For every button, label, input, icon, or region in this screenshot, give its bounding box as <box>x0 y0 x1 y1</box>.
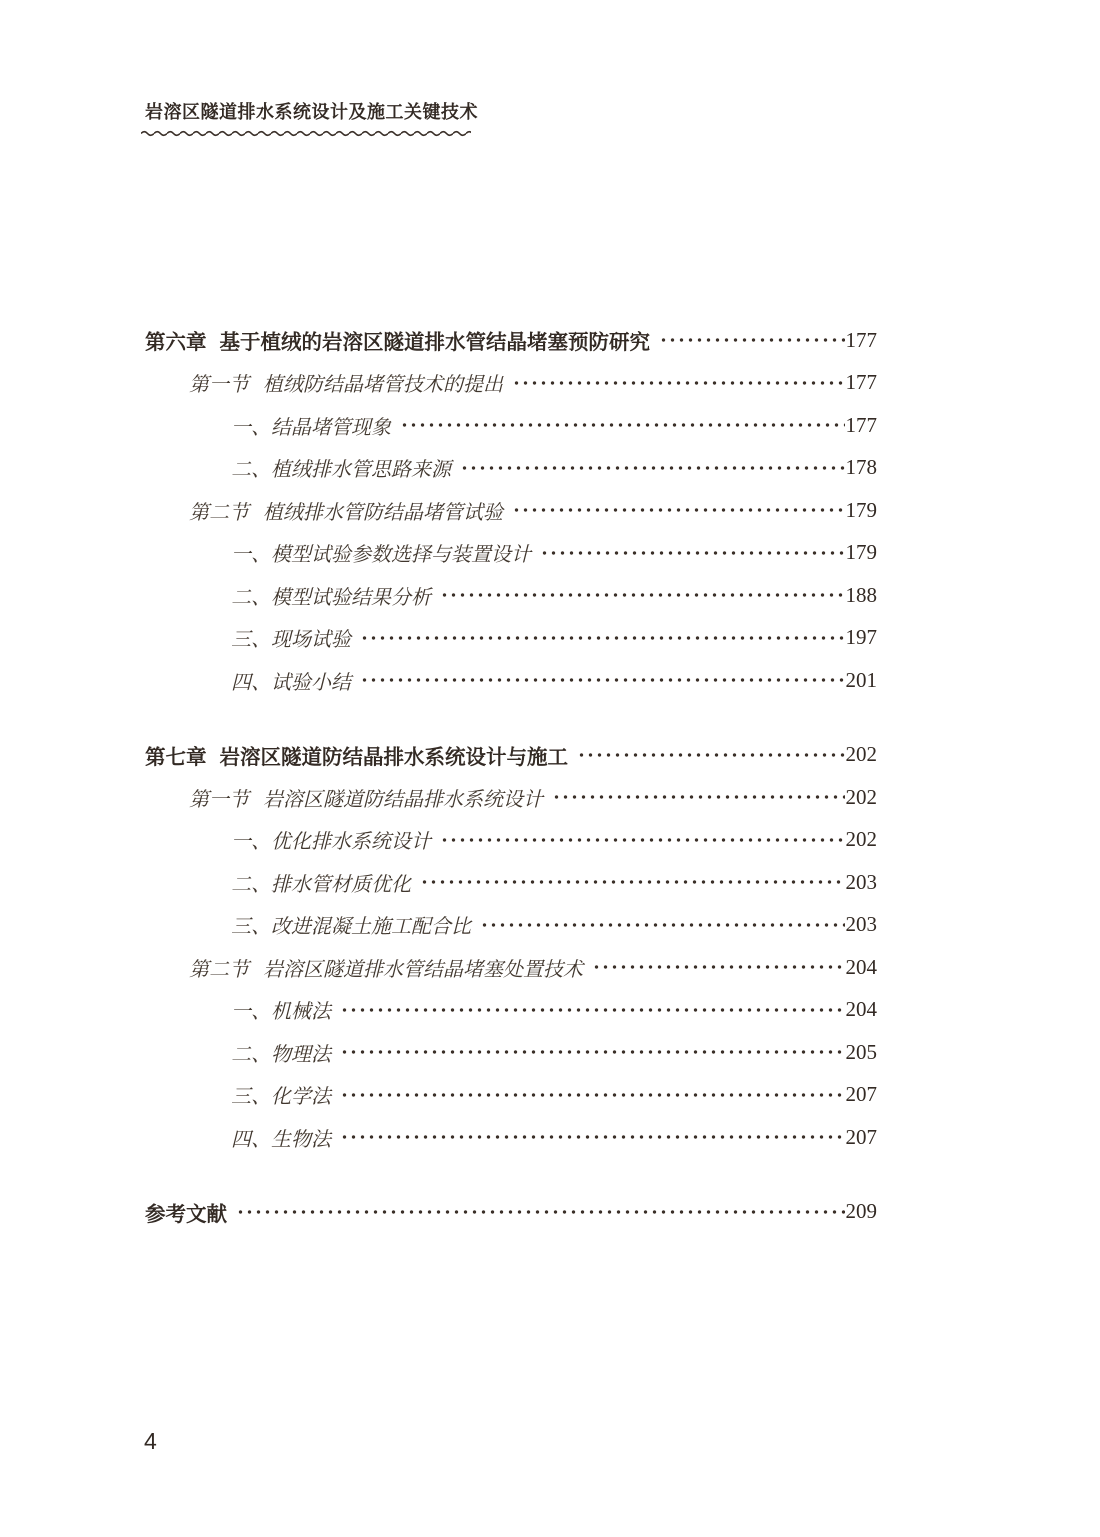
toc-entry-label: 一、 <box>231 1001 271 1024</box>
dot-leader <box>340 1089 845 1101</box>
dot-leader <box>340 1046 845 1058</box>
toc-entry-page: 202 <box>845 784 877 809</box>
toc-entry-label: 三、 <box>231 1086 271 1109</box>
toc-entry-title: 植绒防结晶堵管技术的提出 <box>263 374 503 397</box>
toc-entry-label: 四、 <box>231 1128 271 1151</box>
dot-leader <box>540 547 845 559</box>
toc-entry-label: 四、 <box>231 671 271 694</box>
toc-entry-title: 基于植绒的岩溶区隧道排水管结晶堵塞预防研究 <box>219 331 650 355</box>
toc-entry <box>145 946 877 989</box>
toc-entry <box>145 1074 877 1117</box>
toc-entry-page: 207 <box>845 1124 877 1149</box>
toc-entry <box>145 861 877 904</box>
toc-entry-label: 第一节 <box>189 788 249 811</box>
dot-leader <box>440 589 845 601</box>
toc-entry-title: 化学法 <box>271 1086 331 1109</box>
dot-leader <box>440 834 845 846</box>
dot-leader <box>512 377 845 389</box>
toc-entry-title: 机械法 <box>271 1001 331 1024</box>
toc-entry-label: 一、 <box>231 831 271 854</box>
toc-entry-page: 205 <box>845 1039 877 1064</box>
toc-entry-title: 岩溶区隧道防结晶排水系统设计与施工 <box>219 745 568 769</box>
toc-entry <box>145 734 877 777</box>
toc-entry-label: 第二节 <box>189 501 249 524</box>
toc-entry <box>145 659 877 702</box>
toc-entry-title: 排水管材质优化 <box>271 873 411 896</box>
toc-entry-label: 二、 <box>231 459 271 482</box>
toc-entry <box>145 574 877 617</box>
toc-entry-page: 202 <box>845 827 877 852</box>
toc-entry-page: 188 <box>845 582 877 607</box>
book-title: 岩溶区隧道排水系统设计及施工关键技术 <box>145 102 478 122</box>
toc-entry <box>145 617 877 660</box>
toc-entry-page: 203 <box>845 912 877 937</box>
toc-entry-page: 209 <box>845 1199 877 1224</box>
toc-entry-page: 203 <box>845 869 877 894</box>
toc-entry <box>145 362 877 405</box>
dot-leader <box>236 1206 845 1218</box>
toc-entry-label: 二、 <box>231 873 271 896</box>
toc-entry-label: 三、 <box>231 916 271 939</box>
toc-entry <box>145 532 877 575</box>
toc-entry <box>145 404 877 447</box>
toc-entry-page: 177 <box>845 327 877 352</box>
toc-entry <box>145 319 877 362</box>
toc-entry-title: 生物法 <box>271 1128 331 1151</box>
toc-entry-page: 177 <box>845 412 877 437</box>
toc-entry-title: 改进混凝土施工配合比 <box>271 916 471 939</box>
toc-entry-title: 植绒排水管防结晶堵管试验 <box>263 501 503 524</box>
toc-entry-title: 现场试验 <box>271 629 351 652</box>
dot-leader <box>360 674 845 686</box>
toc-entry-page: 202 <box>845 742 877 767</box>
toc-entry-page: 179 <box>845 497 877 522</box>
toc-entry-title: 试验小结 <box>271 671 351 694</box>
toc-entry-title: 结晶堵管现象 <box>271 416 391 439</box>
toc-entry-page: 207 <box>845 1082 877 1107</box>
toc-entry-title: 物理法 <box>271 1043 331 1066</box>
dot-leader <box>480 919 845 931</box>
dot-leader <box>659 334 845 346</box>
dot-leader <box>552 791 845 803</box>
dot-leader <box>340 1131 845 1143</box>
toc-list <box>145 319 877 1233</box>
toc-entry <box>145 1116 877 1159</box>
toc-entry-title: 岩溶区隧道排水管结晶堵塞处置技术 <box>263 958 583 981</box>
toc-entry-page: 201 <box>845 667 877 692</box>
dot-leader <box>577 749 845 761</box>
dot-leader <box>340 1004 845 1016</box>
toc-entry-label: 二、 <box>231 1043 271 1066</box>
toc-entry <box>145 447 877 490</box>
toc-entry-page: 197 <box>845 625 877 650</box>
dot-leader <box>592 961 845 973</box>
toc-entry-title: 植绒排水管思路来源 <box>271 459 451 482</box>
toc-entry-page: 178 <box>845 455 877 480</box>
toc-entry-label: 三、 <box>231 629 271 652</box>
toc-entry-title: 优化排水系统设计 <box>271 831 431 854</box>
toc-entry-title: 模型试验参数选择与装置设计 <box>271 544 531 567</box>
toc-entry-label: 二、 <box>231 586 271 609</box>
toc-entry-title: 模型试验结果分析 <box>271 586 431 609</box>
toc-entry-label: 第六章 <box>145 331 207 355</box>
toc-entry <box>145 1191 877 1234</box>
toc-entry-page: 179 <box>845 540 877 565</box>
toc-entry-page: 204 <box>845 997 877 1022</box>
dot-leader <box>420 876 845 888</box>
toc-entry-label: 第一节 <box>189 374 249 397</box>
wavy-underline <box>141 129 471 138</box>
toc-entry <box>145 904 877 947</box>
toc-entry <box>145 819 877 862</box>
toc-entry <box>145 989 877 1032</box>
toc-entry-label: 第二节 <box>189 958 249 981</box>
dot-leader <box>400 419 845 431</box>
toc-entry-label: 一、 <box>231 416 271 439</box>
toc-entry-label: 参考文献 <box>145 1202 227 1226</box>
toc-entry-page: 177 <box>845 370 877 395</box>
toc-entry <box>145 776 877 819</box>
dot-leader <box>360 632 845 644</box>
folio-page-number: 4 <box>144 1428 157 1454</box>
toc-entry-page: 204 <box>845 954 877 979</box>
dot-leader <box>512 504 845 516</box>
running-header <box>145 98 478 138</box>
toc-entry <box>145 489 877 532</box>
dot-leader <box>460 462 845 474</box>
toc-entry <box>145 1031 877 1074</box>
toc-entry-label: 一、 <box>231 544 271 567</box>
toc-entry-label: 第七章 <box>145 745 207 769</box>
toc-entry-title: 岩溶区隧道防结晶排水系统设计 <box>263 788 543 811</box>
